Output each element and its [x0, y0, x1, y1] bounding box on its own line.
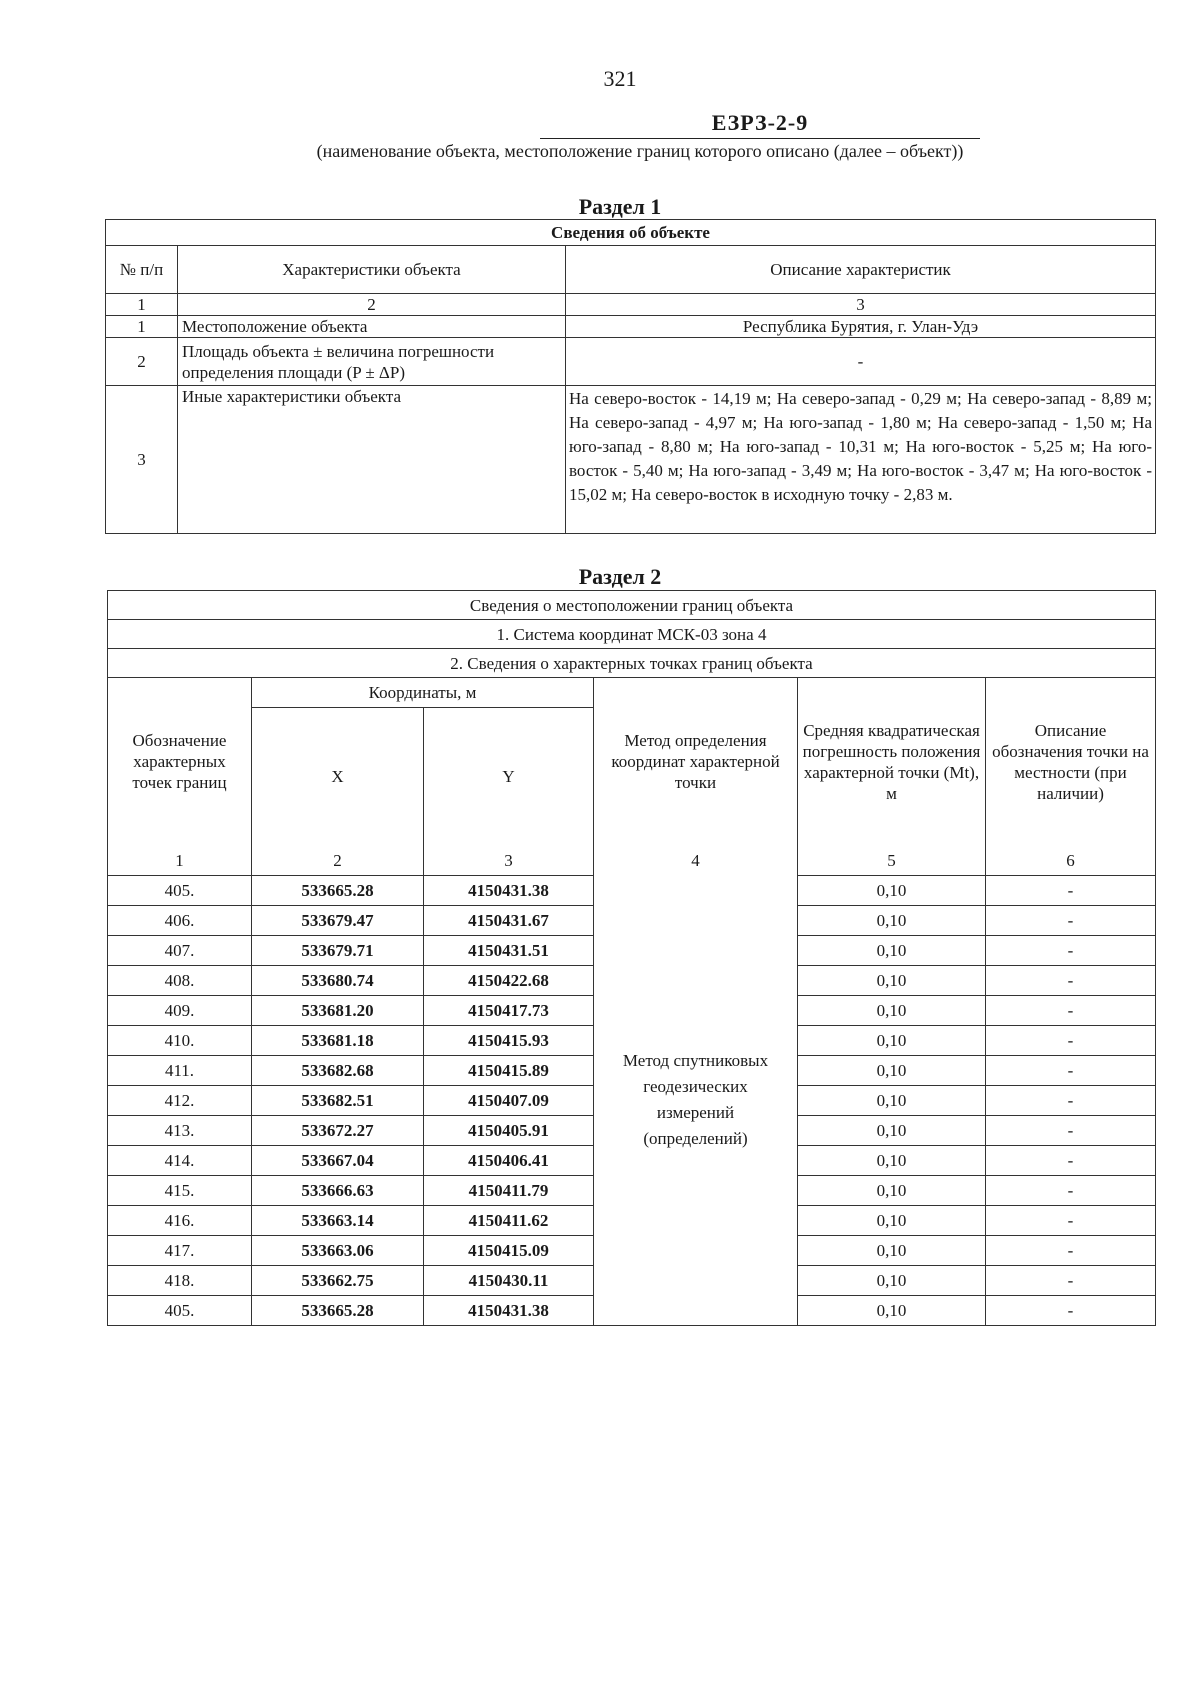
point-desc: -	[986, 966, 1156, 996]
point-desc: -	[986, 1176, 1156, 1206]
table-row	[106, 386, 1156, 534]
point-mt: 0,10	[798, 1236, 986, 1266]
table-row	[108, 876, 1156, 906]
coord-x: 533662.75	[252, 1266, 424, 1296]
coordinate-system: 1. Система координат МСК-03 зона 4	[108, 620, 1156, 649]
col-header-x: X	[252, 708, 424, 846]
row-name: Местоположение объекта	[178, 316, 566, 338]
point-desc: -	[986, 1026, 1156, 1056]
coord-y: 4150431.38	[424, 876, 594, 906]
object-caption: (наименование объекта, местоположение границ которого описано (далее – объект))	[316, 141, 964, 161]
coord-x: 533681.18	[252, 1026, 424, 1056]
point-mt: 0,10	[798, 1206, 986, 1236]
coord-x: 533665.28	[252, 876, 424, 906]
coord-y: 4150407.09	[424, 1086, 594, 1116]
col-header-num: № п/п	[106, 246, 178, 294]
col-number: 2	[252, 846, 424, 876]
col-header-desc: Описание обозначения точки на местности (при наличии)	[986, 678, 1156, 846]
coord-y: 4150431.67	[424, 906, 594, 936]
points-heading: 2. Сведения о характерных точках границ объекта	[108, 649, 1156, 678]
object-name: ЕЗРЗ-2-9	[540, 110, 980, 139]
point-mt: 0,10	[798, 1146, 986, 1176]
point-id: 413.	[108, 1116, 252, 1146]
col-number: 4	[594, 846, 798, 876]
point-desc: -	[986, 1146, 1156, 1176]
point-desc: -	[986, 906, 1156, 936]
coord-x: 533679.71	[252, 936, 424, 966]
coord-x: 533682.68	[252, 1056, 424, 1086]
row-name: Площадь объекта ± величина погрешности определения площади (P ± ΔP)	[178, 338, 566, 386]
coord-x: 533666.63	[252, 1176, 424, 1206]
section2-title: Раздел 2	[578, 564, 662, 589]
point-mt: 0,10	[798, 906, 986, 936]
table-row	[106, 338, 1156, 386]
row-num: 1	[106, 316, 178, 338]
coord-x: 533679.47	[252, 906, 424, 936]
col-number: 3	[566, 294, 1156, 316]
coord-y: 4150430.11	[424, 1266, 594, 1296]
point-desc: -	[986, 1086, 1156, 1116]
point-id: 405.	[108, 1296, 252, 1326]
point-id: 409.	[108, 996, 252, 1026]
coord-x: 533672.27	[252, 1116, 424, 1146]
point-id: 408.	[108, 966, 252, 996]
col-number: 5	[798, 846, 986, 876]
coord-y: 4150415.89	[424, 1056, 594, 1086]
coord-x: 533665.28	[252, 1296, 424, 1326]
col-number: 6	[986, 846, 1156, 876]
col-number: 1	[106, 294, 178, 316]
point-id: 406.	[108, 906, 252, 936]
coord-y: 4150415.93	[424, 1026, 594, 1056]
coord-x: 533663.14	[252, 1206, 424, 1236]
point-mt: 0,10	[798, 876, 986, 906]
point-id: 407.	[108, 936, 252, 966]
point-mt: 0,10	[798, 1116, 986, 1146]
boundary-points-table	[107, 590, 1156, 1326]
point-mt: 0,10	[798, 1266, 986, 1296]
point-mt: 0,10	[798, 1026, 986, 1056]
coord-y: 4150406.41	[424, 1146, 594, 1176]
point-id: 412.	[108, 1086, 252, 1116]
point-mt: 0,10	[798, 1296, 986, 1326]
col-number: 1	[108, 846, 252, 876]
coord-y: 4150417.73	[424, 996, 594, 1026]
row-name: Иные характеристики объекта	[178, 386, 566, 534]
point-mt: 0,10	[798, 996, 986, 1026]
section1-title: Раздел 1	[578, 194, 662, 219]
coord-x: 533663.06	[252, 1236, 424, 1266]
col-header-point: Обозначение характерных точек границ	[108, 678, 252, 846]
point-id: 415.	[108, 1176, 252, 1206]
coord-y: 4150405.91	[424, 1116, 594, 1146]
object-info-table	[105, 219, 1156, 534]
coord-x: 533682.51	[252, 1086, 424, 1116]
point-desc: -	[986, 1266, 1156, 1296]
col-header-error: Средняя квадратическая погрешность положения характерной точки (Mt), м	[798, 678, 986, 846]
coord-y: 4150411.79	[424, 1176, 594, 1206]
point-mt: 0,10	[798, 1086, 986, 1116]
row-value: Республика Бурятия, г. Улан-Удэ	[566, 316, 1156, 338]
coord-x: 533681.20	[252, 996, 424, 1026]
boundary-heading: Сведения о местоположении границ объекта	[108, 591, 1156, 620]
coord-y: 4150431.38	[424, 1296, 594, 1326]
col-header-method: Метод определения координат характерной точки	[594, 678, 798, 846]
point-desc: -	[986, 1206, 1156, 1236]
coord-y: 4150431.51	[424, 936, 594, 966]
object-info-title: Сведения об объекте	[106, 220, 1156, 246]
table-row	[106, 316, 1156, 338]
point-id: 417.	[108, 1236, 252, 1266]
point-mt: 0,10	[798, 1056, 986, 1086]
row-num: 2	[106, 338, 178, 386]
point-desc: -	[986, 996, 1156, 1026]
coord-y: 4150422.68	[424, 966, 594, 996]
row-value: -	[566, 338, 1156, 386]
point-desc: -	[986, 1236, 1156, 1266]
point-id: 411.	[108, 1056, 252, 1086]
row-value: На северо-восток - 14,19 м; На северо-запад - 0,29 м; На северо-запад - 8,89 м; На северо-запад - 4,97 м; На юго-запад - 1,80 м; На северо-запад - 1,50 м; На юго-запад - 8,80 м; На юго-запад - 10,31 м; На юго-восток - 5,25 м; На юго-восток - 5,40 м; На юго-запад - 3,49 м; На юго-восток - 3,47 м; На юго-восток - 15,02 м; На северо-восток в исходную точку - 2,83 м.	[566, 386, 1156, 534]
col-header-characteristic: Характеристики объекта	[178, 246, 566, 294]
point-desc: -	[986, 936, 1156, 966]
point-id: 405.	[108, 876, 252, 906]
method-cell: Метод спутниковых геодезических измерений (определений)	[594, 876, 798, 1326]
point-desc: -	[986, 876, 1156, 906]
row-num: 3	[106, 386, 178, 534]
coord-x: 533680.74	[252, 966, 424, 996]
point-desc: -	[986, 1116, 1156, 1146]
point-mt: 0,10	[798, 1176, 986, 1206]
point-desc: -	[986, 1296, 1156, 1326]
point-mt: 0,10	[798, 936, 986, 966]
point-id: 416.	[108, 1206, 252, 1236]
point-id: 410.	[108, 1026, 252, 1056]
coord-y: 4150411.62	[424, 1206, 594, 1236]
col-header-description: Описание характеристик	[566, 246, 1156, 294]
col-header-coords: Координаты, м	[252, 678, 594, 708]
point-id: 418.	[108, 1266, 252, 1296]
page-number: 321	[603, 66, 637, 91]
point-mt: 0,10	[798, 966, 986, 996]
col-number: 2	[178, 294, 566, 316]
coord-x: 533667.04	[252, 1146, 424, 1176]
col-header-y: Y	[424, 708, 594, 846]
coord-y: 4150415.09	[424, 1236, 594, 1266]
point-desc: -	[986, 1056, 1156, 1086]
col-number: 3	[424, 846, 594, 876]
point-id: 414.	[108, 1146, 252, 1176]
